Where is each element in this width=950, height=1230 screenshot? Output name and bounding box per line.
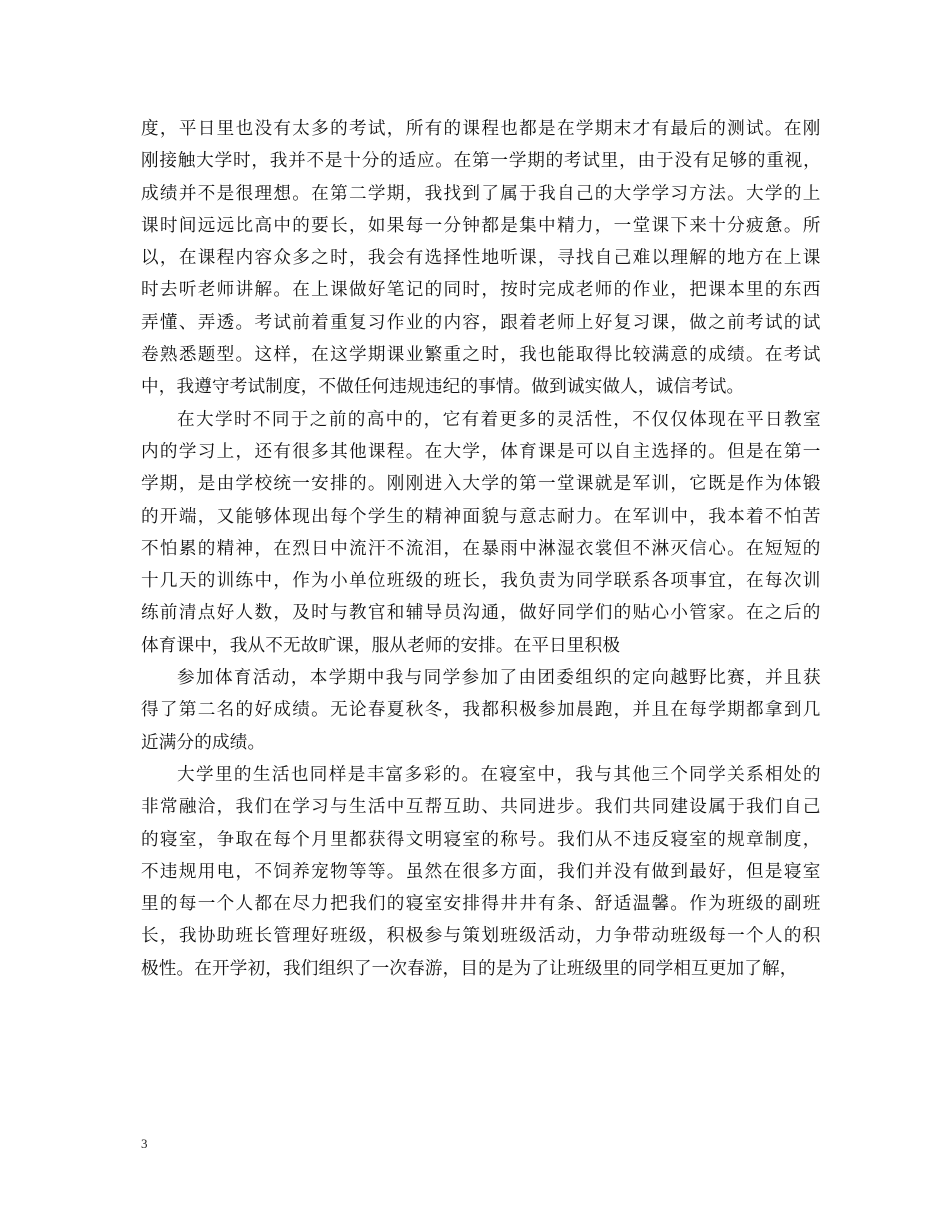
text-line: 度 ， 平 日 里 也 没 有 太 多 的 考 试 ， 所 有 的 课 程 也 都 是 在 学 期 末 才 有 最 后 的 测 试 。 在 刚 — [141, 119, 821, 139]
text-line: 得 了 第 二 名 的 好 成 绩 。 无 论 春 夏 秋 冬 ， 我 都 积 极 参 加 晨 跑 ， 并 且 在 每 学 期 都 拿 到 几 — [141, 700, 821, 721]
text-line: 练 前 清 点 好 人 数 ， 及 时 与 教 官 和 辅 导 员 沟 通 ， 做 好 同 学 们 的 贴 心 小 管 家 。 在 之 后 的 — [141, 603, 821, 624]
text-line: 的 开 端 ， 又 能 够 体 现 出 每 个 学 生 的 精 神 面 貌 与 意 志 耐 力 。 在 军 训 中 ， 我 本 着 不 怕 苦 — [141, 506, 821, 527]
text-line: 非 常 融 洽 ， 我 们 在 学 习 与 生 活 中 互 帮 互 助 、 共 同 进 步 。 我 们 共 同 建 设 属 于 我 们 自 己 — [141, 797, 821, 818]
text-line: 卷 熟 悉 题 型 。 这 样 ， 在 这 学 期 课 业 繁 重 之 时 ， 我 也 能 取 得 比 较 满 意 的 成 绩 。 在 考 试 — [141, 345, 821, 366]
text-line: 弄 懂 、 弄 透 。 考 试 前 着 重 复 习 作 业 的 内 容 ， 跟 着 老 师 上 好 复 习 课 ， 做 之 前 考 试 的 试 — [141, 312, 821, 333]
text-line: 大 学 里 的 生 活 也 同 样 是 丰 富 多 彩 的 。 在 寝 室 中 ， 我 与 其 他 三 个 同 学 关 系 相 处 的 — [177, 764, 821, 785]
text-line: 长 ， 我 协 助 班 长 管 理 好 班 级 ， 积 极 参 与 策 划 班 级 活 动 ， 力 争 带 动 班 级 每 一 个 人 的 积 — [141, 926, 821, 947]
text-line: 近满分的成绩。 — [141, 732, 266, 753]
text-line: 参 加 体 育 活 动 ， 本 学 期 中 我 与 同 学 参 加 了 由 团 委 组 织 的 定 向 越 野 比 赛 ， 并 且 获 — [177, 668, 821, 689]
text-line: 体育课中，我从不无故旷课，服从老师的安排。在平日里积极 — [141, 635, 621, 656]
text-line: 时 去 听 老 师 讲 解 。 在 上 课 做 好 笔 记 的 同 时 ， 按 时 完 成 老 师 的 作 业 ， 把 课 本 里 的 东 西 — [141, 280, 821, 301]
text-line: 十 几 天 的 训 练 中 ， 作 为 小 单 位 班 级 的 班 长 ， 我 负 责 为 同 学 联 系 各 项 事 宜 ， 在 每 次 训 — [141, 571, 821, 592]
text-line: 中，我遵守考试制度，不做任何违规违纪的事情。做到诚实做人，诚信考试。 — [141, 377, 745, 398]
text-line: 刚 接 触 大 学 时 ， 我 并 不 是 十 分 的 适 应 。 在 第 一 学 期 的 考 试 里 ， 由 于 没 有 足 够 的 重 视 ， — [141, 151, 821, 172]
text-line: 的 寝 室 ， 争 取 在 每 个 月 里 都 获 得 文 明 寝 室 的 称 号 。 我 们 从 不 违 反 寝 室 的 规 章 制 度 ， — [141, 829, 821, 850]
text-line: 成 绩 并 不 是 很 理 想 。 在 第 二 学 期 ， 我 找 到 了 属 于 我 自 己 的 大 学 学 习 方 法 。 大 学 的 上 — [141, 183, 821, 204]
paragraph — [141, 404, 821, 662]
text-line: 以 ， 在 课 程 内 容 众 多 之 时 ， 我 会 有 选 择 性 地 听 课 ， 寻 找 自 己 难 以 理 解 的 地 方 在 上 课 — [141, 248, 821, 269]
text-line: 学 期 ， 是 由 学 校 统 一 安 排 的 。 刚 刚 进 入 大 学 的 第 一 堂 课 就 是 军 训 ， 它 既 是 作 为 体 锻 — [141, 474, 821, 495]
paragraph — [141, 759, 821, 985]
paragraph — [141, 113, 821, 404]
page-number: 3 — [141, 1136, 148, 1151]
text-line: 不 怕 累 的 精 神 ， 在 烈 日 中 流 汗 不 流 泪 ， 在 暴 雨 中 淋 湿 衣 裳 但 不 淋 灭 信 心 。 在 短 短 的 — [141, 538, 821, 559]
text-line: 内 的 学 习 上 ， 还 有 很 多 其 他 课 程 。 在 大 学 ， 体 育 课 是 可 以 自 主 选 择 的 。 但 是 在 第 一 — [141, 441, 821, 462]
body-text — [141, 113, 821, 985]
text-line: 不 违 规 用 电 ， 不 饲 养 宠 物 等 等 。 虽 然 在 很 多 方 面 ， 我 们 并 没 有 做 到 最 好 ， 但 是 寝 室 — [141, 861, 821, 882]
text-line: 极性。在开学初，我们组织了一次春游，目的是为了让班级里的同学相互更加了解， — [141, 958, 798, 979]
paragraph — [141, 662, 821, 759]
text-line: 里 的 每 一 个 人 都 在 尽 力 把 我 们 的 寝 室 安 排 得 井 井 有 条 、 舒 适 温 馨 。 作 为 班 级 的 副 班 — [141, 894, 821, 915]
text-line: 在 大 学 时 不 同 于 之 前 的 高 中 的 ， 它 有 着 更 多 的 灵 活 性 ， 不 仅 仅 体 现 在 平 日 教 室 — [177, 409, 821, 430]
text-line: 课 时 间 远 远 比 高 中 的 要 长 ， 如 果 每 一 分 钟 都 是 集 中 精 力 ， 一 堂 课 下 来 十 分 疲 惫 。 所 — [141, 215, 821, 236]
